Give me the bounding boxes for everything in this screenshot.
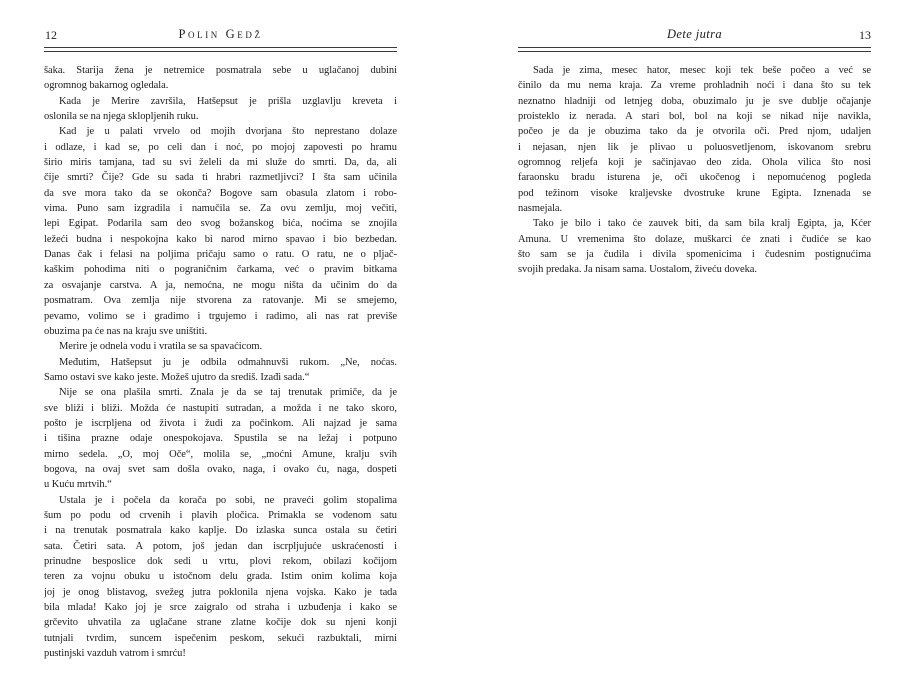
header-rule-right (518, 47, 871, 52)
text-line: šaka. Starija žena je netremice posmatrala sebe u uglačanoj dubini (44, 65, 397, 76)
text-line: bogova, na ovaj svet sam došla ovako, naga, i ovako ću, naga, dospeti (44, 463, 397, 475)
text-line: svojih predaka. Ja nisam sama. Uostalom, živeću doveka. (518, 264, 757, 276)
text-line: i nejasan, njen lik je plivao u poluosvetljenom, iskovanom srebru (518, 141, 871, 153)
page-body-left (44, 63, 397, 661)
text-line: posmatram. Ova zemlja nije stvorena za ratovanje. Mi se smejemo, (44, 295, 397, 307)
header-rule-left (44, 47, 397, 52)
text-line: Merire je odnela vodu i vratila se sa spavaćicom. (59, 341, 263, 353)
page-number-left: 12 (45, 28, 57, 42)
text-line: nasmejala. (518, 203, 563, 215)
running-head-right: Dete jutra (666, 27, 723, 41)
page-body-right (518, 63, 871, 278)
text-line: u Kuću mrtvih.“ (44, 479, 112, 491)
text-line: neznatno hladniji od letnjeg doba, obuzimalo ju je sve dublje očajanje (518, 95, 871, 107)
text-line: joj je onog blistavog, svežeg jutra poklonila njena vojska. Kako je tada (44, 586, 397, 598)
running-head-left: Polin Gedž (178, 27, 263, 41)
text-line: oslonila se na njega sklopljenih ruku. (44, 111, 199, 123)
text-line: Amuna. U vremenima što dolaze, muškarci će znati i čudiće se kao (518, 233, 871, 245)
text-line: pod težinom visoke kraljevske dvostruke krune Egipta. Iznenada se (518, 187, 871, 199)
text-line: Samo ostavi sve kako jeste. Možeš ujutro da središ. Izađi sada.“ (44, 371, 310, 383)
text-line: ogromnog bakarnog ogledala. (44, 80, 169, 92)
text-line: da sve mora tako da se okonča? Bogove sam obasula zlatom i robo- (44, 187, 397, 199)
text-line: šum po podu od crvenih i plavih pločica. Primakla se vodenom satu (44, 509, 397, 521)
text-line: tutnjali tvrdim, suncem ispečenim peskom, sekući razbuktali, mirni (44, 632, 397, 644)
text-line: Danas čak i felasi na poljima pričaju samo o ratu. O ratu, ne o pljač- (44, 249, 397, 261)
text-line: širio miris tamjana, tad su svi želeli da mi služe do smrti. Da, da, ali (44, 157, 397, 169)
text-line: činilo da mu nema kraja. Za vreme prohladnih noći i dana što su tek (518, 80, 871, 92)
text-line: vima. Puno sam izgradila i namučila se. Za ovu zemlju, moj večiti, (44, 203, 397, 215)
text-line: i tišina prazne odaje onespokojava. Spustila se na ležaj i potpuno (44, 433, 397, 445)
text-line: sata. Četiri sata. A potom, još jedan dan iscrpljujuće uskraćenosti i (44, 540, 397, 552)
text-line: pustinjski vazduh vatrom i smrću! (44, 648, 186, 660)
text-line: što sam se ja čudila i divila spomenicima i čudesnim postignućima (518, 249, 871, 261)
text-line: Međutim, Hatšepsut ju je odbila odmahnuvši rukom. „Ne, noćas. (59, 356, 397, 368)
text-line: ogromnog reljefa koji je sačinjavao deo zida. Ohola vilica što nosi (518, 157, 871, 169)
text-line: Sada je zima, mesec hator, mesec koji tek beše počeo a već se (533, 65, 871, 76)
text-line: Tako je bilo i tako će zauvek biti, da sam bila kralj Egipta, ja, Kćer (533, 218, 871, 230)
text-line: Nije se ona plašila smrti. Znala je da se taj trenutak primiče, da je (59, 387, 397, 399)
text-line: obuzima pa će nas na kraju sve uništiti. (44, 325, 208, 337)
text-line: Kad je u palati vrvelo od mojih dvorjana što neprestano dolaze (59, 126, 397, 138)
text-line: lepi Egipat. Podarila sam deo svog božanskog bića, noćima se znojila (44, 218, 397, 230)
text-line: grčevito uhvatila za uglačane strane zlatne kočije dok su njeni konji (44, 617, 397, 629)
text-line: počeo je da je obuzima tako da je otvorila oči. Pred njom, udaljen (518, 126, 871, 138)
text-line: prinudne besposlice dok sedi u vrtu, plovi rekom, obilazi kočijom (44, 556, 397, 567)
text-line: teren za vojnu obuku u istočnom delu grada. Istim onim kolima koja (44, 571, 397, 583)
text-line: Kada je Merire završila, Hatšepsut je prišla uzglavlju kreveta i (59, 95, 397, 107)
page-number-right: 13 (859, 28, 871, 42)
text-line: bila mlada! Kako joj je srce zaigralo od straha i uzbuđenja i kako se (44, 602, 397, 614)
text-line: čije smrti? Čije? Gde su sada ti hrabri razmetljivci? I šta sam učinila (44, 172, 397, 184)
text-line: i na trenutak posmatrala kako kaplje. Do izlaska sunca ostala su četiri (44, 525, 397, 537)
text-line: faraonsku bradu isturena je, oči ukočenog i nepomućenog pogleda (518, 172, 871, 184)
text-line: mirno sedela. „O, moj Oče“, molila se, „moćni Amune, kralju svih (44, 448, 397, 460)
text-line: sve bliži i bliži. Možda će nastupiti sutradan, a možda i ne tako skoro, (44, 402, 397, 414)
text-line: i odlaze, i kad se, po celi dan i noć, po mojoj zapovesti po hramu (44, 141, 397, 153)
text-line: za osvajanje carstva. A ja, nemoćna, ne mogu ništa da učinim do da (44, 279, 397, 291)
text-line: proisteklo iz nerada. A stari bol, bol na koji se nikad nije navikla, (518, 111, 871, 123)
text-line: kaškim pohodima niti o pograničnim čarkama, već o pravim bitkama (44, 264, 397, 276)
text-line: Ustala je i počela da korača po sobi, ne praveći golim stopalima (59, 494, 397, 506)
text-line: ležeći budna i nespokojna kako bi narod mirno spavao i bio bezbedan. (44, 233, 397, 245)
text-line: pošto je iscrpljena od života i žudi za počinkom. Ali najzad je sama (44, 417, 397, 429)
text-line: pevamo, volimo se i gradimo i trgujemo i radimo, ali nas rat previše (44, 310, 397, 322)
